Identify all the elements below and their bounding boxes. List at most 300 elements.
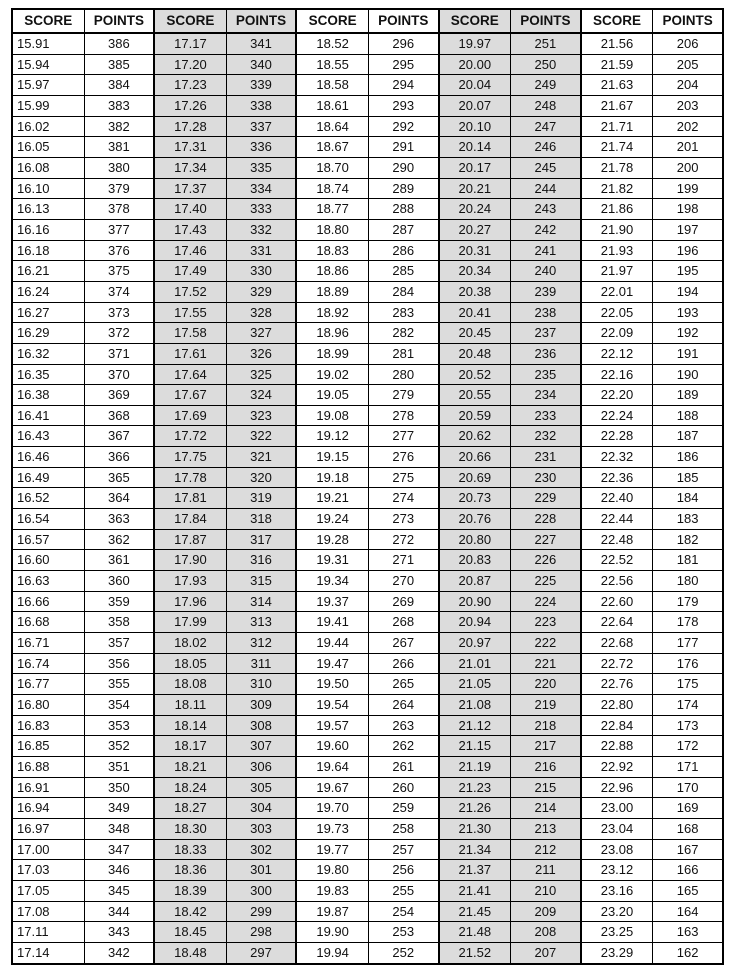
points-cell: 183 [653, 509, 723, 530]
points-cell: 241 [511, 240, 581, 261]
score-cell: 16.57 [12, 529, 84, 550]
points-cell: 324 [226, 385, 296, 406]
points-cell: 173 [653, 715, 723, 736]
score-cell: 18.02 [154, 633, 226, 654]
score-cell: 19.87 [296, 901, 368, 922]
points-cell: 367 [84, 426, 154, 447]
score-cell: 17.43 [154, 219, 226, 240]
points-cell: 171 [653, 756, 723, 777]
points-cell: 361 [84, 550, 154, 571]
points-cell: 270 [368, 571, 438, 592]
table-row [12, 798, 723, 819]
points-cell: 231 [511, 447, 581, 468]
score-cell: 23.29 [581, 942, 653, 963]
score-cell: 17.64 [154, 364, 226, 385]
points-cell: 261 [368, 756, 438, 777]
points-cell: 369 [84, 385, 154, 406]
score-cell: 18.64 [296, 116, 368, 137]
points-cell: 207 [511, 942, 581, 963]
points-cell: 212 [511, 839, 581, 860]
points-cell: 182 [653, 529, 723, 550]
points-cell: 220 [511, 674, 581, 695]
table-row [12, 633, 723, 654]
points-cell: 355 [84, 674, 154, 695]
score-cell: 19.54 [296, 695, 368, 716]
points-cell: 269 [368, 591, 438, 612]
score-cell: 18.45 [154, 922, 226, 943]
score-cell: 18.52 [296, 33, 368, 54]
score-cell: 18.30 [154, 818, 226, 839]
points-cell: 357 [84, 633, 154, 654]
points-cell: 196 [653, 240, 723, 261]
score-cell: 21.86 [581, 199, 653, 220]
points-cell: 386 [84, 33, 154, 54]
score-cell: 18.61 [296, 95, 368, 116]
points-header-3: POINTS [368, 9, 438, 33]
points-cell: 373 [84, 302, 154, 323]
score-cell: 17.46 [154, 240, 226, 261]
table-row [12, 178, 723, 199]
points-cell: 304 [226, 798, 296, 819]
score-cell: 20.83 [439, 550, 511, 571]
score-cell: 20.87 [439, 571, 511, 592]
points-cell: 370 [84, 364, 154, 385]
points-cell: 352 [84, 736, 154, 757]
table-row [12, 261, 723, 282]
points-cell: 329 [226, 281, 296, 302]
table-row [12, 736, 723, 757]
score-cell: 22.72 [581, 653, 653, 674]
score-cell: 18.48 [154, 942, 226, 963]
points-cell: 340 [226, 54, 296, 75]
score-cell: 17.55 [154, 302, 226, 323]
score-cell: 18.21 [154, 756, 226, 777]
score-cell: 19.97 [439, 33, 511, 54]
points-cell: 309 [226, 695, 296, 716]
points-cell: 381 [84, 137, 154, 158]
points-cell: 233 [511, 405, 581, 426]
score-cell: 19.18 [296, 467, 368, 488]
score-cell: 19.28 [296, 529, 368, 550]
points-cell: 242 [511, 219, 581, 240]
points-cell: 262 [368, 736, 438, 757]
table-row [12, 405, 723, 426]
score-cell: 21.26 [439, 798, 511, 819]
points-cell: 333 [226, 199, 296, 220]
score-cell: 17.17 [154, 33, 226, 54]
score-cell: 21.45 [439, 901, 511, 922]
score-cell: 16.41 [12, 405, 84, 426]
score-cell: 17.96 [154, 591, 226, 612]
points-cell: 194 [653, 281, 723, 302]
points-header-5: POINTS [653, 9, 723, 33]
score-cell: 16.66 [12, 591, 84, 612]
score-cell: 17.93 [154, 571, 226, 592]
score-cell: 16.54 [12, 509, 84, 530]
score-cell: 17.58 [154, 323, 226, 344]
points-cell: 377 [84, 219, 154, 240]
score-cell: 19.73 [296, 818, 368, 839]
points-cell: 265 [368, 674, 438, 695]
points-cell: 295 [368, 54, 438, 75]
table-row [12, 137, 723, 158]
points-cell: 297 [226, 942, 296, 963]
points-cell: 292 [368, 116, 438, 137]
score-points-table [11, 8, 724, 965]
points-cell: 334 [226, 178, 296, 199]
score-cell: 20.41 [439, 302, 511, 323]
score-cell: 19.77 [296, 839, 368, 860]
score-cell: 18.42 [154, 901, 226, 922]
score-cell: 19.60 [296, 736, 368, 757]
table-row [12, 302, 723, 323]
points-cell: 317 [226, 529, 296, 550]
points-cell: 273 [368, 509, 438, 530]
table-row [12, 942, 723, 963]
points-cell: 354 [84, 695, 154, 716]
score-cell: 21.82 [581, 178, 653, 199]
score-cell: 19.67 [296, 777, 368, 798]
points-cell: 294 [368, 75, 438, 96]
points-cell: 303 [226, 818, 296, 839]
points-cell: 344 [84, 901, 154, 922]
score-cell: 18.92 [296, 302, 368, 323]
points-cell: 218 [511, 715, 581, 736]
points-cell: 204 [653, 75, 723, 96]
table-row [12, 157, 723, 178]
score-cell: 22.40 [581, 488, 653, 509]
score-cell: 21.34 [439, 839, 511, 860]
points-cell: 332 [226, 219, 296, 240]
score-cell: 22.88 [581, 736, 653, 757]
points-cell: 279 [368, 385, 438, 406]
score-cell: 16.10 [12, 178, 84, 199]
score-cell: 20.17 [439, 157, 511, 178]
points-cell: 341 [226, 33, 296, 54]
points-cell: 336 [226, 137, 296, 158]
points-cell: 319 [226, 488, 296, 509]
points-cell: 189 [653, 385, 723, 406]
score-cell: 22.16 [581, 364, 653, 385]
table-row [12, 529, 723, 550]
score-cell: 16.88 [12, 756, 84, 777]
table-row [12, 323, 723, 344]
points-cell: 192 [653, 323, 723, 344]
score-cell: 17.75 [154, 447, 226, 468]
score-cell: 21.30 [439, 818, 511, 839]
score-cell: 19.94 [296, 942, 368, 963]
score-cell: 19.02 [296, 364, 368, 385]
score-cell: 19.15 [296, 447, 368, 468]
score-cell: 19.47 [296, 653, 368, 674]
points-cell: 190 [653, 364, 723, 385]
points-cell: 311 [226, 653, 296, 674]
score-cell: 22.60 [581, 591, 653, 612]
score-cell: 19.05 [296, 385, 368, 406]
score-cell: 18.08 [154, 674, 226, 695]
table-row [12, 818, 723, 839]
table-body [12, 33, 723, 964]
points-cell: 302 [226, 839, 296, 860]
score-cell: 17.49 [154, 261, 226, 282]
table-row [12, 880, 723, 901]
points-cell: 211 [511, 860, 581, 881]
points-cell: 348 [84, 818, 154, 839]
points-cell: 281 [368, 343, 438, 364]
score-cell: 21.52 [439, 942, 511, 963]
score-cell: 16.83 [12, 715, 84, 736]
score-cell: 23.25 [581, 922, 653, 943]
score-cell: 15.97 [12, 75, 84, 96]
points-cell: 342 [84, 942, 154, 963]
score-cell: 16.38 [12, 385, 84, 406]
points-cell: 284 [368, 281, 438, 302]
score-header-1: SCORE [12, 9, 84, 33]
points-cell: 237 [511, 323, 581, 344]
score-cell: 22.24 [581, 405, 653, 426]
score-cell: 19.12 [296, 426, 368, 447]
score-cell: 19.64 [296, 756, 368, 777]
score-cell: 18.83 [296, 240, 368, 261]
score-cell: 17.87 [154, 529, 226, 550]
score-cell: 16.71 [12, 633, 84, 654]
points-cell: 271 [368, 550, 438, 571]
table-row [12, 364, 723, 385]
table-row [12, 695, 723, 716]
score-cell: 18.39 [154, 880, 226, 901]
points-cell: 243 [511, 199, 581, 220]
points-cell: 275 [368, 467, 438, 488]
points-cell: 288 [368, 199, 438, 220]
table-row [12, 281, 723, 302]
points-header-4: POINTS [511, 9, 581, 33]
points-cell: 287 [368, 219, 438, 240]
points-cell: 379 [84, 178, 154, 199]
points-cell: 232 [511, 426, 581, 447]
score-cell: 20.73 [439, 488, 511, 509]
points-cell: 298 [226, 922, 296, 943]
points-cell: 365 [84, 467, 154, 488]
points-cell: 256 [368, 860, 438, 881]
score-cell: 19.70 [296, 798, 368, 819]
table-row [12, 467, 723, 488]
points-cell: 184 [653, 488, 723, 509]
score-cell: 18.55 [296, 54, 368, 75]
score-cell: 21.41 [439, 880, 511, 901]
score-cell: 22.92 [581, 756, 653, 777]
points-cell: 372 [84, 323, 154, 344]
score-cell: 23.12 [581, 860, 653, 881]
points-cell: 249 [511, 75, 581, 96]
points-cell: 264 [368, 695, 438, 716]
points-cell: 272 [368, 529, 438, 550]
score-cell: 18.17 [154, 736, 226, 757]
score-cell: 22.05 [581, 302, 653, 323]
score-cell: 21.12 [439, 715, 511, 736]
score-cell: 21.74 [581, 137, 653, 158]
points-cell: 364 [84, 488, 154, 509]
score-cell: 23.16 [581, 880, 653, 901]
score-cell: 20.45 [439, 323, 511, 344]
score-cell: 21.67 [581, 95, 653, 116]
points-cell: 277 [368, 426, 438, 447]
points-cell: 335 [226, 157, 296, 178]
points-cell: 259 [368, 798, 438, 819]
score-cell: 19.34 [296, 571, 368, 592]
points-cell: 260 [368, 777, 438, 798]
score-cell: 15.99 [12, 95, 84, 116]
score-cell: 17.31 [154, 137, 226, 158]
points-cell: 224 [511, 591, 581, 612]
points-cell: 378 [84, 199, 154, 220]
score-cell: 19.80 [296, 860, 368, 881]
points-cell: 239 [511, 281, 581, 302]
points-cell: 221 [511, 653, 581, 674]
table-row [12, 488, 723, 509]
points-cell: 165 [653, 880, 723, 901]
points-cell: 276 [368, 447, 438, 468]
score-cell: 16.49 [12, 467, 84, 488]
score-cell: 17.67 [154, 385, 226, 406]
points-cell: 368 [84, 405, 154, 426]
points-cell: 359 [84, 591, 154, 612]
score-cell: 16.85 [12, 736, 84, 757]
score-header-5: SCORE [581, 9, 653, 33]
points-cell: 250 [511, 54, 581, 75]
points-cell: 384 [84, 75, 154, 96]
score-cell: 23.00 [581, 798, 653, 819]
points-cell: 380 [84, 157, 154, 178]
score-cell: 22.84 [581, 715, 653, 736]
points-cell: 301 [226, 860, 296, 881]
score-cell: 18.96 [296, 323, 368, 344]
score-cell: 19.41 [296, 612, 368, 633]
points-cell: 187 [653, 426, 723, 447]
score-cell: 21.48 [439, 922, 511, 943]
score-cell: 22.80 [581, 695, 653, 716]
points-cell: 299 [226, 901, 296, 922]
score-cell: 21.01 [439, 653, 511, 674]
points-cell: 252 [368, 942, 438, 963]
points-cell: 209 [511, 901, 581, 922]
points-cell: 255 [368, 880, 438, 901]
score-cell: 20.66 [439, 447, 511, 468]
table-row [12, 653, 723, 674]
points-cell: 282 [368, 323, 438, 344]
points-cell: 166 [653, 860, 723, 881]
points-cell: 238 [511, 302, 581, 323]
points-cell: 331 [226, 240, 296, 261]
score-cell: 21.15 [439, 736, 511, 757]
points-cell: 310 [226, 674, 296, 695]
points-cell: 343 [84, 922, 154, 943]
points-cell: 240 [511, 261, 581, 282]
score-header-3: SCORE [296, 9, 368, 33]
score-cell: 20.55 [439, 385, 511, 406]
points-cell: 283 [368, 302, 438, 323]
header-row [12, 9, 723, 33]
points-cell: 337 [226, 116, 296, 137]
points-cell: 327 [226, 323, 296, 344]
score-cell: 20.52 [439, 364, 511, 385]
points-cell: 251 [511, 33, 581, 54]
score-cell: 16.43 [12, 426, 84, 447]
score-cell: 20.27 [439, 219, 511, 240]
score-cell: 16.60 [12, 550, 84, 571]
points-cell: 214 [511, 798, 581, 819]
table-row [12, 839, 723, 860]
score-cell: 16.91 [12, 777, 84, 798]
table-row [12, 116, 723, 137]
points-cell: 266 [368, 653, 438, 674]
points-cell: 278 [368, 405, 438, 426]
score-cell: 16.29 [12, 323, 84, 344]
points-cell: 200 [653, 157, 723, 178]
score-cell: 16.52 [12, 488, 84, 509]
score-cell: 17.23 [154, 75, 226, 96]
score-cell: 20.62 [439, 426, 511, 447]
score-cell: 17.03 [12, 860, 84, 881]
points-cell: 185 [653, 467, 723, 488]
score-cell: 18.11 [154, 695, 226, 716]
points-cell: 362 [84, 529, 154, 550]
points-cell: 351 [84, 756, 154, 777]
points-cell: 285 [368, 261, 438, 282]
score-cell: 22.12 [581, 343, 653, 364]
score-cell: 17.99 [154, 612, 226, 633]
table-row [12, 571, 723, 592]
points-cell: 217 [511, 736, 581, 757]
table-row [12, 343, 723, 364]
points-cell: 176 [653, 653, 723, 674]
table-row [12, 777, 723, 798]
score-cell: 16.74 [12, 653, 84, 674]
score-cell: 17.90 [154, 550, 226, 571]
score-cell: 18.33 [154, 839, 226, 860]
score-cell: 16.97 [12, 818, 84, 839]
points-cell: 199 [653, 178, 723, 199]
score-cell: 21.23 [439, 777, 511, 798]
score-cell: 21.56 [581, 33, 653, 54]
score-cell: 22.96 [581, 777, 653, 798]
points-cell: 383 [84, 95, 154, 116]
table-row [12, 219, 723, 240]
score-cell: 18.77 [296, 199, 368, 220]
score-cell: 16.80 [12, 695, 84, 716]
score-cell: 17.37 [154, 178, 226, 199]
score-cell: 16.21 [12, 261, 84, 282]
points-cell: 345 [84, 880, 154, 901]
score-cell: 17.69 [154, 405, 226, 426]
points-cell: 382 [84, 116, 154, 137]
score-cell: 17.61 [154, 343, 226, 364]
score-cell: 18.24 [154, 777, 226, 798]
points-cell: 195 [653, 261, 723, 282]
score-cell: 23.08 [581, 839, 653, 860]
points-cell: 258 [368, 818, 438, 839]
table-row [12, 715, 723, 736]
points-cell: 248 [511, 95, 581, 116]
score-header-4: SCORE [439, 9, 511, 33]
points-cell: 178 [653, 612, 723, 633]
points-cell: 226 [511, 550, 581, 571]
score-cell: 18.58 [296, 75, 368, 96]
points-cell: 180 [653, 571, 723, 592]
points-cell: 320 [226, 467, 296, 488]
score-cell: 17.84 [154, 509, 226, 530]
score-cell: 16.94 [12, 798, 84, 819]
score-cell: 19.57 [296, 715, 368, 736]
